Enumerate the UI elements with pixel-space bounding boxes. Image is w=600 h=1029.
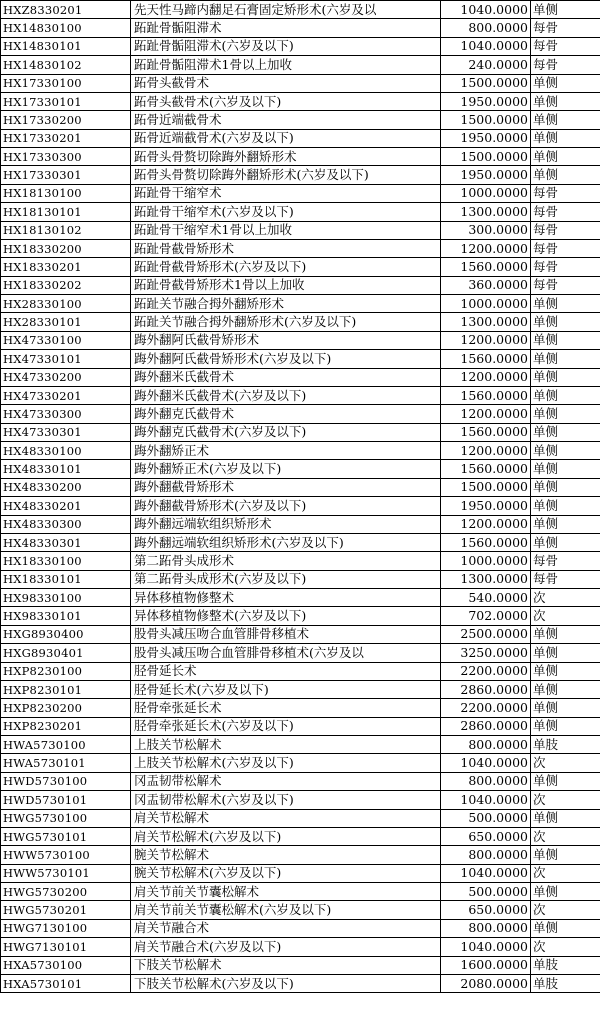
item-code-cell: HWA5730101 [1, 754, 131, 772]
item-unit-cell: 单侧 [531, 92, 600, 110]
item-name-cell: 肩关节前关节囊松解术(六岁及以下) [131, 901, 441, 919]
item-name-cell: 踇外翻阿氏截骨矫形术 [131, 331, 441, 349]
item-code-cell: HX28330101 [1, 313, 131, 331]
item-code-cell: HXP8230100 [1, 662, 131, 680]
item-name-cell: 冈盂韧带松解术(六岁及以下) [131, 791, 441, 809]
item-name-cell: 上肢关节松解术(六岁及以下) [131, 754, 441, 772]
item-unit-cell: 单侧 [531, 295, 600, 313]
item-unit-cell: 次 [531, 607, 600, 625]
item-price-cell: 1040.0000 [441, 37, 531, 55]
item-code-cell: HX18330202 [1, 276, 131, 294]
item-price-cell: 1040.0000 [441, 938, 531, 956]
table-row [1, 883, 600, 901]
item-unit-cell: 单肢 [531, 956, 600, 974]
table-row [1, 919, 600, 937]
table-row [1, 37, 600, 55]
item-unit-cell: 单侧 [531, 1, 600, 19]
item-price-cell: 1300.0000 [441, 313, 531, 331]
table-row [1, 368, 600, 386]
item-name-cell: 跖趾关节融合拇外翻矫形术(六岁及以下) [131, 313, 441, 331]
table-row [1, 680, 600, 698]
item-code-cell: HWA5730100 [1, 736, 131, 754]
item-price-cell: 1560.0000 [441, 460, 531, 478]
item-name-cell: 跖趾骨截骨矫形术(六岁及以下) [131, 258, 441, 276]
table-row [1, 625, 600, 643]
item-name-cell: 跖趾骨干缩窄术(六岁及以下) [131, 203, 441, 221]
item-name-cell: 踇外翻截骨矫形术(六岁及以下) [131, 497, 441, 515]
item-price-cell: 1200.0000 [441, 405, 531, 423]
item-code-cell: HXZ8330201 [1, 1, 131, 19]
item-unit-cell: 单侧 [531, 846, 600, 864]
item-unit-cell: 单侧 [531, 515, 600, 533]
item-price-cell: 1000.0000 [441, 552, 531, 570]
item-price-cell: 1600.0000 [441, 956, 531, 974]
item-name-cell: 跖趾骨骺阻滞术(六岁及以下) [131, 37, 441, 55]
item-name-cell: 胫骨牵张延长术(六岁及以下) [131, 717, 441, 735]
item-code-cell: HX18330200 [1, 239, 131, 257]
item-name-cell: 踇外翻米氏截骨术(六岁及以下) [131, 386, 441, 404]
item-code-cell: HX47330100 [1, 331, 131, 349]
item-name-cell: 下肢关节松解术(六岁及以下) [131, 974, 441, 992]
item-price-cell: 650.0000 [441, 827, 531, 845]
item-unit-cell: 单侧 [531, 111, 600, 129]
item-name-cell: 跖趾骨截骨矫形术 [131, 239, 441, 257]
item-code-cell: HXP8230201 [1, 717, 131, 735]
table-row [1, 589, 600, 607]
item-unit-cell: 单侧 [531, 883, 600, 901]
item-unit-cell: 单侧 [531, 662, 600, 680]
item-unit-cell: 次 [531, 938, 600, 956]
item-name-cell: 冈盂韧带松解术 [131, 772, 441, 790]
item-name-cell: 异体移植物修整术(六岁及以下) [131, 607, 441, 625]
table-row [1, 92, 600, 110]
item-code-cell: HWD5730101 [1, 791, 131, 809]
item-code-cell: HWG5730201 [1, 901, 131, 919]
item-code-cell: HWG7130101 [1, 938, 131, 956]
item-code-cell: HX17330301 [1, 166, 131, 184]
table-row [1, 331, 600, 349]
item-unit-cell: 单侧 [531, 129, 600, 147]
item-code-cell: HX14830100 [1, 19, 131, 37]
item-code-cell: HX47330101 [1, 350, 131, 368]
item-code-cell: HWW5730100 [1, 846, 131, 864]
item-unit-cell: 每骨 [531, 239, 600, 257]
item-name-cell: 跖趾骨骺阻滞术1骨以上加收 [131, 56, 441, 74]
item-unit-cell: 单侧 [531, 350, 600, 368]
item-unit-cell: 单侧 [531, 772, 600, 790]
item-unit-cell: 次 [531, 864, 600, 882]
item-unit-cell: 单侧 [531, 809, 600, 827]
item-unit-cell: 次 [531, 901, 600, 919]
table-row [1, 221, 600, 239]
item-price-cell: 1300.0000 [441, 570, 531, 588]
item-code-cell: HX18130101 [1, 203, 131, 221]
item-code-cell: HX18130100 [1, 184, 131, 202]
item-name-cell: 肩关节松解术(六岁及以下) [131, 827, 441, 845]
table-row [1, 442, 600, 460]
item-unit-cell: 单侧 [531, 644, 600, 662]
item-name-cell: 胫骨牵张延长术 [131, 699, 441, 717]
item-code-cell: HWG5730100 [1, 809, 131, 827]
item-name-cell: 下肢关节松解术 [131, 956, 441, 974]
item-name-cell: 跖骨头骨赘切除踇外翻矫形术(六岁及以下) [131, 166, 441, 184]
item-price-cell: 1000.0000 [441, 295, 531, 313]
item-name-cell: 跖骨头骨赘切除踇外翻矫形术 [131, 148, 441, 166]
table-row [1, 56, 600, 74]
item-code-cell: HXA5730100 [1, 956, 131, 974]
table-row [1, 864, 600, 882]
item-code-cell: HX47330301 [1, 423, 131, 441]
item-price-cell: 2860.0000 [441, 680, 531, 698]
item-price-cell: 1040.0000 [441, 864, 531, 882]
item-price-cell: 1560.0000 [441, 386, 531, 404]
item-name-cell: 踇外翻远端软组织矫形术(六岁及以下) [131, 533, 441, 551]
table-row [1, 736, 600, 754]
item-code-cell: HX47330201 [1, 386, 131, 404]
item-unit-cell: 每骨 [531, 184, 600, 202]
item-name-cell: 跖趾关节融合拇外翻矫形术 [131, 295, 441, 313]
item-price-cell: 240.0000 [441, 56, 531, 74]
item-name-cell: 踇外翻克氏截骨术(六岁及以下) [131, 423, 441, 441]
table-row [1, 203, 600, 221]
item-code-cell: HWG7130100 [1, 919, 131, 937]
table-row [1, 111, 600, 129]
table-row [1, 239, 600, 257]
item-code-cell: HX48330301 [1, 533, 131, 551]
item-price-cell: 800.0000 [441, 736, 531, 754]
table-row [1, 129, 600, 147]
item-unit-cell: 每骨 [531, 552, 600, 570]
table-row [1, 423, 600, 441]
item-unit-cell: 次 [531, 754, 600, 772]
item-code-cell: HX48330101 [1, 460, 131, 478]
item-unit-cell: 每骨 [531, 221, 600, 239]
item-unit-cell: 单侧 [531, 331, 600, 349]
item-price-cell: 1560.0000 [441, 350, 531, 368]
table-row [1, 258, 600, 276]
table-row [1, 1, 600, 19]
item-price-cell: 1950.0000 [441, 92, 531, 110]
table-row [1, 717, 600, 735]
item-code-cell: HX28330100 [1, 295, 131, 313]
item-code-cell: HX14830101 [1, 37, 131, 55]
table-row [1, 791, 600, 809]
item-price-cell: 800.0000 [441, 919, 531, 937]
fee-table-body [1, 1, 600, 993]
table-row [1, 276, 600, 294]
item-price-cell: 1200.0000 [441, 368, 531, 386]
item-name-cell: 踇外翻米氏截骨术 [131, 368, 441, 386]
item-unit-cell: 单侧 [531, 478, 600, 496]
item-name-cell: 肩关节松解术 [131, 809, 441, 827]
table-row [1, 405, 600, 423]
item-unit-cell: 单侧 [531, 148, 600, 166]
item-code-cell: HX17330300 [1, 148, 131, 166]
item-unit-cell: 每骨 [531, 570, 600, 588]
item-price-cell: 1040.0000 [441, 1, 531, 19]
item-price-cell: 1500.0000 [441, 148, 531, 166]
table-row [1, 956, 600, 974]
table-row [1, 607, 600, 625]
item-price-cell: 1950.0000 [441, 497, 531, 515]
item-unit-cell: 单侧 [531, 680, 600, 698]
table-row [1, 386, 600, 404]
item-price-cell: 3250.0000 [441, 644, 531, 662]
item-name-cell: 踇外翻截骨矫形术 [131, 478, 441, 496]
table-row [1, 460, 600, 478]
item-unit-cell: 单侧 [531, 497, 600, 515]
item-code-cell: HX18330101 [1, 570, 131, 588]
item-unit-cell: 单侧 [531, 460, 600, 478]
item-code-cell: HX18330201 [1, 258, 131, 276]
item-unit-cell: 单肢 [531, 974, 600, 992]
item-name-cell: 踇外翻矫正术(六岁及以下) [131, 460, 441, 478]
table-row [1, 533, 600, 551]
table-row [1, 938, 600, 956]
item-price-cell: 2080.0000 [441, 974, 531, 992]
item-price-cell: 1200.0000 [441, 331, 531, 349]
item-unit-cell: 单侧 [531, 386, 600, 404]
item-unit-cell: 单侧 [531, 625, 600, 643]
item-price-cell: 500.0000 [441, 883, 531, 901]
item-code-cell: HX17330101 [1, 92, 131, 110]
item-name-cell: 跖趾骨干缩窄术 [131, 184, 441, 202]
item-name-cell: 踇外翻远端软组织矫形术 [131, 515, 441, 533]
table-row [1, 754, 600, 772]
item-unit-cell: 次 [531, 589, 600, 607]
item-unit-cell: 单侧 [531, 74, 600, 92]
item-price-cell: 1560.0000 [441, 533, 531, 551]
item-price-cell: 1950.0000 [441, 166, 531, 184]
table-row [1, 184, 600, 202]
item-price-cell: 1040.0000 [441, 754, 531, 772]
item-code-cell: HX18330100 [1, 552, 131, 570]
item-price-cell: 2200.0000 [441, 699, 531, 717]
item-price-cell: 1500.0000 [441, 74, 531, 92]
item-price-cell: 1560.0000 [441, 258, 531, 276]
item-name-cell: 肩关节前关节囊松解术 [131, 883, 441, 901]
item-name-cell: 腕关节松解术(六岁及以下) [131, 864, 441, 882]
item-price-cell: 540.0000 [441, 589, 531, 607]
table-row [1, 974, 600, 992]
table-row [1, 644, 600, 662]
item-unit-cell: 单侧 [531, 699, 600, 717]
item-price-cell: 2860.0000 [441, 717, 531, 735]
item-code-cell: HXG8930400 [1, 625, 131, 643]
item-price-cell: 1040.0000 [441, 791, 531, 809]
item-unit-cell: 单侧 [531, 919, 600, 937]
item-name-cell: 第二跖骨头成形术 [131, 552, 441, 570]
item-price-cell: 1950.0000 [441, 129, 531, 147]
item-price-cell: 702.0000 [441, 607, 531, 625]
item-name-cell: 跖骨头截骨术(六岁及以下) [131, 92, 441, 110]
item-price-cell: 1000.0000 [441, 184, 531, 202]
table-row [1, 497, 600, 515]
item-price-cell: 800.0000 [441, 846, 531, 864]
item-name-cell: 跖骨头截骨术 [131, 74, 441, 92]
item-name-cell: 跖趾骨骺阻滞术 [131, 19, 441, 37]
item-unit-cell: 单侧 [531, 405, 600, 423]
table-row [1, 148, 600, 166]
item-name-cell: 跖骨近端截骨术 [131, 111, 441, 129]
item-code-cell: HWG5730101 [1, 827, 131, 845]
item-unit-cell: 单侧 [531, 533, 600, 551]
table-row [1, 166, 600, 184]
table-row [1, 74, 600, 92]
item-unit-cell: 次 [531, 827, 600, 845]
item-code-cell: HX47330200 [1, 368, 131, 386]
item-code-cell: HX48330300 [1, 515, 131, 533]
item-price-cell: 1560.0000 [441, 423, 531, 441]
item-unit-cell: 单肢 [531, 736, 600, 754]
item-code-cell: HWW5730101 [1, 864, 131, 882]
table-row [1, 19, 600, 37]
table-row [1, 809, 600, 827]
item-price-cell: 800.0000 [441, 19, 531, 37]
item-unit-cell: 单侧 [531, 313, 600, 331]
item-price-cell: 1200.0000 [441, 239, 531, 257]
item-price-cell: 500.0000 [441, 809, 531, 827]
item-name-cell: 异体移植物修整术 [131, 589, 441, 607]
item-unit-cell: 每骨 [531, 56, 600, 74]
item-name-cell: 第二跖骨头成形术(六岁及以下) [131, 570, 441, 588]
item-code-cell: HX47330300 [1, 405, 131, 423]
item-price-cell: 1300.0000 [441, 203, 531, 221]
item-name-cell: 胫骨延长术(六岁及以下) [131, 680, 441, 698]
item-name-cell: 踇外翻矫正术 [131, 442, 441, 460]
item-name-cell: 肩关节融合术 [131, 919, 441, 937]
item-name-cell: 踇外翻克氏截骨术 [131, 405, 441, 423]
table-row [1, 699, 600, 717]
item-code-cell: HX98330100 [1, 589, 131, 607]
item-unit-cell: 每骨 [531, 37, 600, 55]
table-row [1, 478, 600, 496]
table-row [1, 295, 600, 313]
item-code-cell: HX98330101 [1, 607, 131, 625]
item-price-cell: 1500.0000 [441, 111, 531, 129]
item-unit-cell: 每骨 [531, 276, 600, 294]
item-code-cell: HX48330100 [1, 442, 131, 460]
item-name-cell: 肩关节融合术(六岁及以下) [131, 938, 441, 956]
item-unit-cell: 单侧 [531, 717, 600, 735]
item-code-cell: HWG5730200 [1, 883, 131, 901]
table-row [1, 901, 600, 919]
table-row [1, 313, 600, 331]
item-price-cell: 1500.0000 [441, 478, 531, 496]
item-price-cell: 360.0000 [441, 276, 531, 294]
item-code-cell: HXP8230200 [1, 699, 131, 717]
item-code-cell: HX18130102 [1, 221, 131, 239]
table-row [1, 662, 600, 680]
item-code-cell: HX14830102 [1, 56, 131, 74]
item-unit-cell: 每骨 [531, 258, 600, 276]
item-code-cell: HX48330201 [1, 497, 131, 515]
item-name-cell: 上肢关节松解术 [131, 736, 441, 754]
table-row [1, 552, 600, 570]
item-unit-cell: 次 [531, 791, 600, 809]
item-unit-cell: 每骨 [531, 19, 600, 37]
item-code-cell: HX17330100 [1, 74, 131, 92]
item-code-cell: HXG8930401 [1, 644, 131, 662]
item-code-cell: HX17330201 [1, 129, 131, 147]
item-code-cell: HWD5730100 [1, 772, 131, 790]
table-row [1, 772, 600, 790]
item-unit-cell: 每骨 [531, 203, 600, 221]
table-row [1, 846, 600, 864]
item-name-cell: 股骨头减压吻合血管腓骨移植术(六岁及以 [131, 644, 441, 662]
table-row [1, 570, 600, 588]
table-row [1, 827, 600, 845]
item-price-cell: 1200.0000 [441, 515, 531, 533]
item-name-cell: 股骨头减压吻合血管腓骨移植术 [131, 625, 441, 643]
item-code-cell: HXA5730101 [1, 974, 131, 992]
item-price-cell: 2200.0000 [441, 662, 531, 680]
item-unit-cell: 单侧 [531, 442, 600, 460]
item-name-cell: 跖趾骨干缩窄术1骨以上加收 [131, 221, 441, 239]
item-name-cell: 跖趾骨截骨矫形术1骨以上加收 [131, 276, 441, 294]
item-name-cell: 先天性马蹄内翻足石膏固定矫形术(六岁及以 [131, 1, 441, 19]
item-name-cell: 踇外翻阿氏截骨矫形术(六岁及以下) [131, 350, 441, 368]
item-price-cell: 800.0000 [441, 772, 531, 790]
item-name-cell: 跖骨近端截骨术(六岁及以下) [131, 129, 441, 147]
item-name-cell: 胫骨延长术 [131, 662, 441, 680]
item-unit-cell: 单侧 [531, 166, 600, 184]
item-price-cell: 300.0000 [441, 221, 531, 239]
table-row [1, 350, 600, 368]
item-name-cell: 腕关节松解术 [131, 846, 441, 864]
item-code-cell: HX48330200 [1, 478, 131, 496]
item-price-cell: 1200.0000 [441, 442, 531, 460]
item-code-cell: HX17330200 [1, 111, 131, 129]
item-price-cell: 650.0000 [441, 901, 531, 919]
item-unit-cell: 单侧 [531, 423, 600, 441]
item-unit-cell: 单侧 [531, 368, 600, 386]
item-code-cell: HXP8230101 [1, 680, 131, 698]
item-price-cell: 2500.0000 [441, 625, 531, 643]
table-row [1, 515, 600, 533]
